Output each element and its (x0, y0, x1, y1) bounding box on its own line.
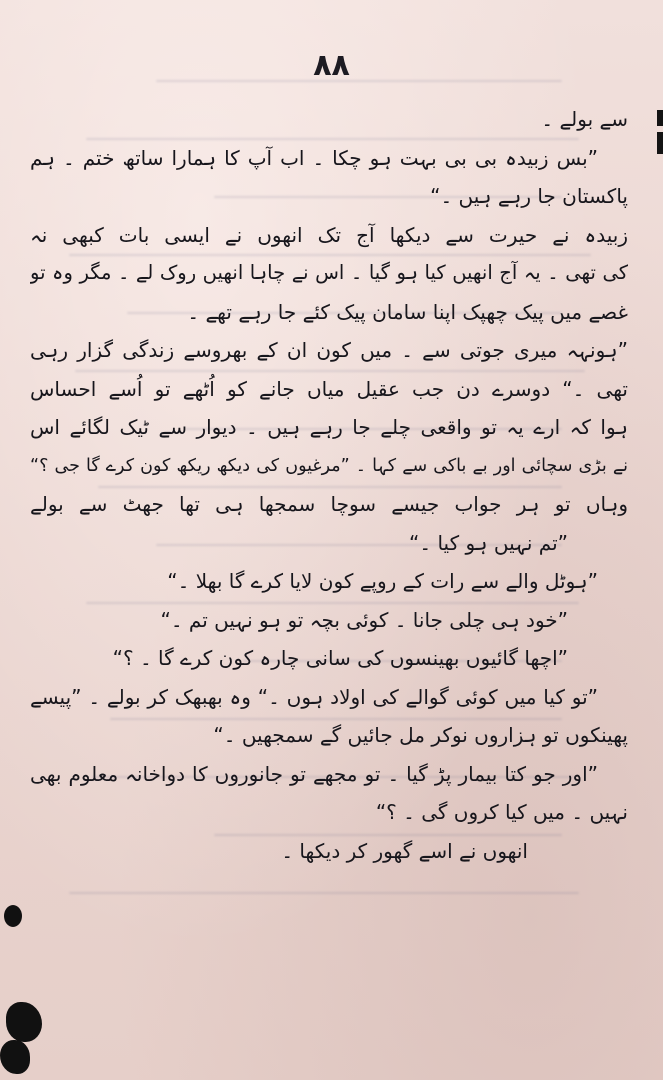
text-line: وہاں تو ہر جواب جیسے سوچا سمجھا ہی تھا جھٹ سے بولے (30, 492, 628, 516)
page-number: ۸۸ (313, 48, 350, 83)
text-line: ”خود ہی چلی جانا ۔ کوئی بچہ تو ہو نہیں تم ۔“ (160, 607, 568, 632)
text-line: ”اچھا گائیوں بھینسوں کی سانی چارہ کون کرے گا ۔ ؟“ (112, 646, 568, 670)
text-line: ”ہونہہ میری جوتی سے ۔ میں کون ان کے بھروسے زندگی گزار رہی (30, 338, 628, 362)
ink-stain (4, 905, 22, 927)
text-line: زبیدہ نے حیرت سے دیکھا آج تک انھوں نے ایسی بات کبھی نہ (30, 222, 628, 247)
ink-stain (6, 1002, 42, 1042)
text-line: انھوں نے اسے گھور کر دیکھا ۔ (281, 838, 528, 863)
text-line: پھینکوں تو ہزاروں نوکر مل جائیں گے سمجھیں ۔“ (213, 723, 628, 747)
text-line: ”اور جو کتا بیمار پڑ گیا ۔ تو مجھے تو جانوروں کا دواخانہ معلوم بھی (30, 761, 598, 786)
text-line: ”بس زبیدہ بی بی بہت ہو چکا ۔ اب آپ کا ہمارا ساتھ ختم ۔ ہم (30, 145, 598, 170)
text-line: ”تو کیا میں کوئی گوالے کی اولاد ہوں ۔“ وہ بھبھک کر بولے ۔ ”پیسے (30, 684, 598, 709)
text-line: ”تم نہیں ہو کیا ۔“ (409, 530, 568, 555)
text-line: ”ہوٹل والے سے رات کے روپے کون لایا کرے گا بھلا ۔“ (167, 569, 598, 593)
text-line: سے بولے ۔ (541, 107, 628, 131)
text-line: غصے میں پیک چھپک اپنا سامان پیک کئے جا رہے تھے ۔ (187, 299, 628, 324)
body-text (30, 100, 628, 870)
text-line: ہوا کہ ارے یہ تو واقعی چلے جا رہے ہیں ۔ دیوار سے ٹیک لگائے اس (30, 415, 628, 439)
text-line: پاکستان جا رہے ہیں ۔“ (430, 184, 628, 208)
text-line: نے بڑی سچائی اور بے باکی سے کہا ۔ ”مرغیوں کی دیکھ ریکھ کون کرے گا جی ؟“ (30, 455, 628, 476)
ink-stain (0, 1040, 30, 1074)
page-edge-mark (657, 110, 663, 126)
text-line: تھی ۔“ دوسرے دن جب عقیل میاں جانے کو اُٹھے تو اُسے احساس (30, 376, 628, 401)
text-line: کی تھی ۔ یہ آج انھیں کیا ہو گیا ۔ اس نے چاہا انھیں روک لے ۔ مگر وہ تو (30, 261, 628, 284)
text-line: نہیں ۔ میں کیا کروں گی ۔ ؟“ (375, 800, 628, 824)
page-edge-mark (657, 132, 663, 154)
